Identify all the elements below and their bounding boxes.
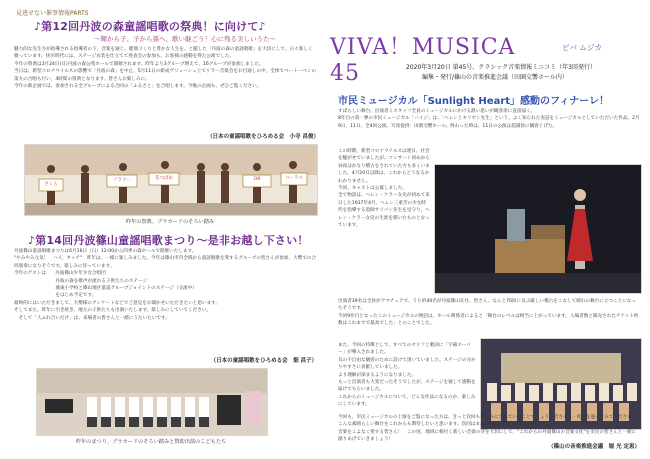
choir-photo-caption: 昨年のまつり、プラカードのそろい踏みと賛助出演のこどもたち xyxy=(75,439,227,445)
article2-title: ♪第14回丹波篠山童謡唱歌まつり～是非お越し下さい！ xyxy=(28,234,309,247)
musical-stage-photo xyxy=(434,164,642,294)
article2-paragraph: 丹波の森を歌声が流れる子供たちのステージ xyxy=(14,278,148,284)
article3-paragraph: また、今回の特徴として、すべてのセリフと歌詞に「字幕スーパー」が導入されました。 xyxy=(338,343,471,356)
article3-paragraph: 出演者39名は全員がアマチュアで、うち約40名が丹波篠山在住、皆さん、なんと70回に及ぶ厳しい稽古をこなして晴れの舞台に立つことになったそうです。 xyxy=(338,299,636,312)
article1-title: ♪第12回丹波の森童謡唱歌の祭典！に向けて♪ xyxy=(34,20,266,33)
masthead-kana: ビバ ムジカ xyxy=(562,43,602,52)
article2-paragraph: をはじめ予定です。 xyxy=(14,293,97,299)
article3-paragraph: こんな素晴らしい舞台をこれからも期待したいと思います。次回はまた1年後に予定されています。 xyxy=(338,422,543,428)
article3-paragraph: これからのミュージカルについて、どんな作品になるのか、楽しみにしています。 xyxy=(338,394,476,408)
placard-label: 花つばめ xyxy=(155,176,173,181)
festival-photo xyxy=(24,144,318,216)
right-column xyxy=(330,8,640,454)
article2-paragraph: そして「人ふれ合いだけ」は、来場者の皆さんと一緒にうたいたいです。 xyxy=(14,315,170,321)
left-column xyxy=(14,8,317,454)
article3-paragraph: 耳の不自由な観客のために設けて頂いていました。ステージの分かりやすさに貢献していました。 xyxy=(338,357,476,371)
article1-paragraph: 今年の祭典は3月24日(日)丹波の森公苑ホールで開催されます。昨年より3グループ増えて、16グループが参加しました。 xyxy=(14,61,264,67)
musical-stage-image xyxy=(435,165,641,293)
article2-paragraph: 丹波篠山童謡唱歌まつりは6月16日（日）12:00から四季の森ホールで開催いたします。 xyxy=(14,249,197,254)
article2-paragraph: そしてまた、昨年に引き続き、地元の子供たちも出演いたします。楽しみにしていてください。 xyxy=(14,308,211,314)
article2-paragraph: "やみやみ元気！ ハイ、タッチ" 昨年は、一緒に楽しみました。今年は篠山市内全域から童謡唱歌を愛するグループの皆さんが参加、大勢での合同演奏になりそうです。楽しみに待っています。 xyxy=(14,256,317,269)
article1-signature: （日本の童謡唱歌をひろめる会 小寺 昌俊） xyxy=(207,134,319,140)
placard-label: OB xyxy=(253,177,261,182)
masthead-publisher-line: 編集・発行/篠山の音楽推進会議（田園交響ホール内） xyxy=(422,74,568,81)
article3-intro xyxy=(338,108,640,130)
article3-paragraph: 音楽をこよなく愛する皆さん！ この度、地域に根付く新しい音楽の芽を大切にして、"これからの丹波篠山の音楽文化"を市民の皆さんと一緒に創りあげていきましょう！ xyxy=(338,429,637,443)
article2-paragraph: 最終的にはいただきまして、大勢様のアンケートなどでご意見をお聞かせいただきたいと思います。 xyxy=(14,300,220,306)
article3-paragraph: すばらしい舞台。出演者ミスタッフ全員のミュージカルにかける熱い思いが観客席に直接届く。 xyxy=(338,109,536,114)
article3-body-part3 xyxy=(338,342,476,414)
article3-body-part4 xyxy=(338,414,640,443)
article3-paragraph: この時期、新型コロナウイルスは連日、社会を騒がせていましたが、コンサート初めから昼夜はかなり稽古をされていた方も多くいました。4月20日以降は、これからどうなるかわかりません。 xyxy=(338,149,430,184)
article3-paragraph: より理解が深まるようになりました。 xyxy=(338,372,417,378)
article3-body-part1 xyxy=(338,148,430,298)
article2-paragraph: 城東小学校と篠山地区童謡グループジョイントのステージ（交流中） xyxy=(14,286,197,292)
article3-paragraph: 全て物語は、ヘレン・ケラー女史が初めて来日した1937年4月、ヘレン三重苦の少女時代を指導する恩師サリバン先生を見守り、ヘレン・ケラー女史の生涯を描いたものとなっています。 xyxy=(338,193,430,229)
masthead-issue-line: 2020年3月20日 第45号、クラシック音楽情報ミニコミ（年3回発行） xyxy=(406,64,596,71)
article3-paragraph: もっと出演者も大変だったそうでしたが、ステージを通して感動を届けてもらいました。 xyxy=(338,380,476,393)
article1-body xyxy=(14,46,317,90)
article2-paragraph: 今年のゲストは 丹波篠山少年少女合唱団 xyxy=(14,271,106,277)
placard-label: コーラス xyxy=(285,176,303,181)
article1-paragraph: 当日は、新型コロナウイルスの影響で「丹波の森」を中止、5月11日の新成ヴリューシュ上でリラー音楽会をお目通しの中、全体でベートーベンの第九の合唱も行い、4時間の祭典となります。皆さんお楽しみに。 xyxy=(14,69,317,82)
article3-signature: （篠山の音楽推進会議 堀 光 定恵） xyxy=(548,444,640,450)
choir-photo-image xyxy=(37,369,267,435)
article3-paragraph: 今回、キャストは公募しました。 xyxy=(338,186,407,192)
article3-title: 市民ミュージカル「Sunlight Heart」感動のフィナーレ！ xyxy=(338,96,610,107)
article1-paragraph: 魅力的な先生方が指導される指導者の下、音楽を通じ、健康づくりと豊かな人生を、と題した「丹波の森の童謡唱歌」を大切にして、日々楽しく歌っています。快歩時代には、ステージ衣装を仕立てて発表会の参加も、お客様の感動を得た公演でした。 xyxy=(14,47,313,60)
masthead-title: VIVA！MUSICA 45 xyxy=(330,35,516,86)
festival-photo-caption: 昨年の祭典、プラカードのそろい踏み xyxy=(125,219,215,225)
article3-paragraph: 8年目の第一弾の市民ミュージカル「ハイジ」は、「ヘレンとキリヤン先生」という、よく知られた実話をミュージカルとしていただいた作品。2月9日、11日、全4回公演。写真提供：田園交響ホール。終わった時は、11日の公演は超満員に観客上げた。 xyxy=(338,116,640,129)
article3-body-part2 xyxy=(338,298,640,328)
placard-label: さくら xyxy=(44,182,58,187)
article1-subtitle: ～輝から子、子から孫へ、歌い継ごう！心に残る美しいうた～ xyxy=(94,35,276,43)
article3-paragraph: 今回9作目となったこのミュージカルの物語は、ホール関係者によると「舞台のレベルは相当に上がっています。入場者数と販売されたチケット枚数はこれまでで最高でした」とのことでした。 xyxy=(338,313,639,327)
choir-photo xyxy=(36,368,268,436)
placard-label: フラワー xyxy=(113,178,131,183)
series-tag: 見逃せない催事情報PARTS xyxy=(16,10,89,17)
article2-body xyxy=(14,248,317,322)
article2-signature: （日本の童謡唱歌をひろめる会 畑 昌子） xyxy=(210,358,317,364)
article3-paragraph: 今回も、市民ミュージカルの上演をご覧になった方は、きっと次回も楽しみにされていることでしょう。皆さんも一度足を運んでみてください。 xyxy=(338,415,637,420)
article1-paragraph: 今年の新企画では、参加される全グループによる合同の「ふるさと」を合唱します。今後の企画も、ぜひご覧ください。 xyxy=(14,84,262,90)
